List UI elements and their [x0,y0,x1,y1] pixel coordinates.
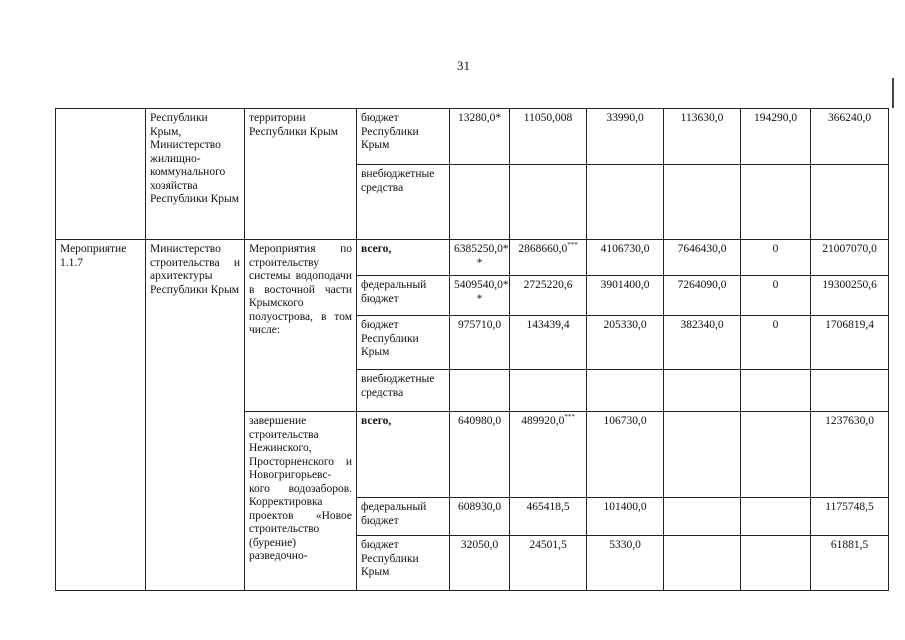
value-cell: 106730,0 [587,412,664,498]
value-cell [811,165,889,240]
value-cell: 205330,0 [587,316,664,370]
value-cell: 1706819,4 [811,316,889,370]
source-cell: бюджет Республики Крым [357,316,450,370]
value-cell: 61881,5 [811,536,889,591]
org-cell: Республики Крым, Министерство жилищно-коммунального хозяйства Республики Крым [146,109,245,240]
footnote-mark: *** [564,413,575,422]
value-cell: 32050,0 [450,536,510,591]
source-cell: бюджет Республики Крым [357,109,450,165]
value-cell [741,165,811,240]
value-cell [510,370,587,412]
value-cell [450,109,510,165]
value-cell: 1175748,5 [811,498,889,536]
footnote-mark: * [495,112,502,124]
measure-cell [56,109,146,240]
table-row [56,109,889,165]
value-cell: 0 [741,316,811,370]
value-cell: 11050,008 [510,109,587,165]
desc-cell: Мероприятия по строительству системы водоподачи в восточной части Крымского полуострова, в том числе: [245,240,357,412]
value-cell: 7646430,0 [664,240,741,276]
value-cell [664,536,741,591]
value-text: 2868660,0 [518,243,568,255]
value-cell: 21007070,0 [811,240,889,276]
value-text: 5409540,0* [454,279,509,291]
value-cell [450,276,510,316]
value-cell [664,165,741,240]
value-cell: 4106730,0 [587,240,664,276]
value-cell: 366240,0 [811,109,889,165]
value-cell [741,536,811,591]
footnote-mark: * [476,256,483,269]
desc-cell: завершение строительства Нежинского, Просторненского и Новогригорьевс-кого водозаборов. Корректировка проектов «Новое строительство (бурение) разведочно- [245,412,357,591]
value-text: 6385250,0* [454,243,509,255]
budget-table [55,108,889,591]
value-cell: 975710,0 [450,316,510,370]
value-cell: 5330,0 [587,536,664,591]
value-cell [510,165,587,240]
source-cell: федеральный бюджет [357,276,450,316]
source-cell: внебюджетные средства [357,370,450,412]
value-cell: 7264090,0 [664,276,741,316]
value-cell: 24501,5 [510,536,587,591]
value-cell [587,370,664,412]
value-cell [450,240,510,276]
source-cell: бюджет Республики Крым [357,536,450,591]
value-cell: 0 [741,276,811,316]
value-cell: 33990,0 [587,109,664,165]
value-cell [450,370,510,412]
value-cell [664,370,741,412]
value-cell [741,498,811,536]
value-text: 13280,0 [457,112,496,124]
value-cell [450,165,510,240]
source-cell: всего, [357,412,450,498]
table-row [56,240,889,276]
value-cell: 19300250,6 [811,276,889,316]
value-cell: 465418,5 [510,498,587,536]
value-cell: 113630,0 [664,109,741,165]
source-cell: внебюджетные средства [357,165,450,240]
value-cell: 382340,0 [664,316,741,370]
value-text: 489920,0 [521,415,565,427]
page-edge-mark [892,78,894,108]
value-cell [510,412,587,498]
footnote-mark: *** [567,241,578,250]
value-cell [741,412,811,498]
org-cell: Министерство строительства и архитектуры Республики Крым [146,240,245,591]
value-cell: 640980,0 [450,412,510,498]
measure-cell: Мероприятие 1.1.7 [56,240,146,591]
value-cell: 0 [741,240,811,276]
value-cell [587,165,664,240]
value-cell: 3901400,0 [587,276,664,316]
value-cell [510,240,587,276]
value-cell: 101400,0 [587,498,664,536]
value-cell: 1237630,0 [811,412,889,498]
value-cell: 608930,0 [450,498,510,536]
source-cell: федеральный бюджет [357,498,450,536]
footnote-mark: * [476,292,483,305]
value-cell [664,412,741,498]
value-cell [811,370,889,412]
value-cell [664,498,741,536]
value-cell [741,370,811,412]
page-number: 31 [457,58,470,73]
value-cell: 2725220,6 [510,276,587,316]
value-cell: 194290,0 [741,109,811,165]
source-cell: всего, [357,240,450,276]
desc-cell: территории Республики Крым [245,109,357,240]
value-cell: 143439,4 [510,316,587,370]
